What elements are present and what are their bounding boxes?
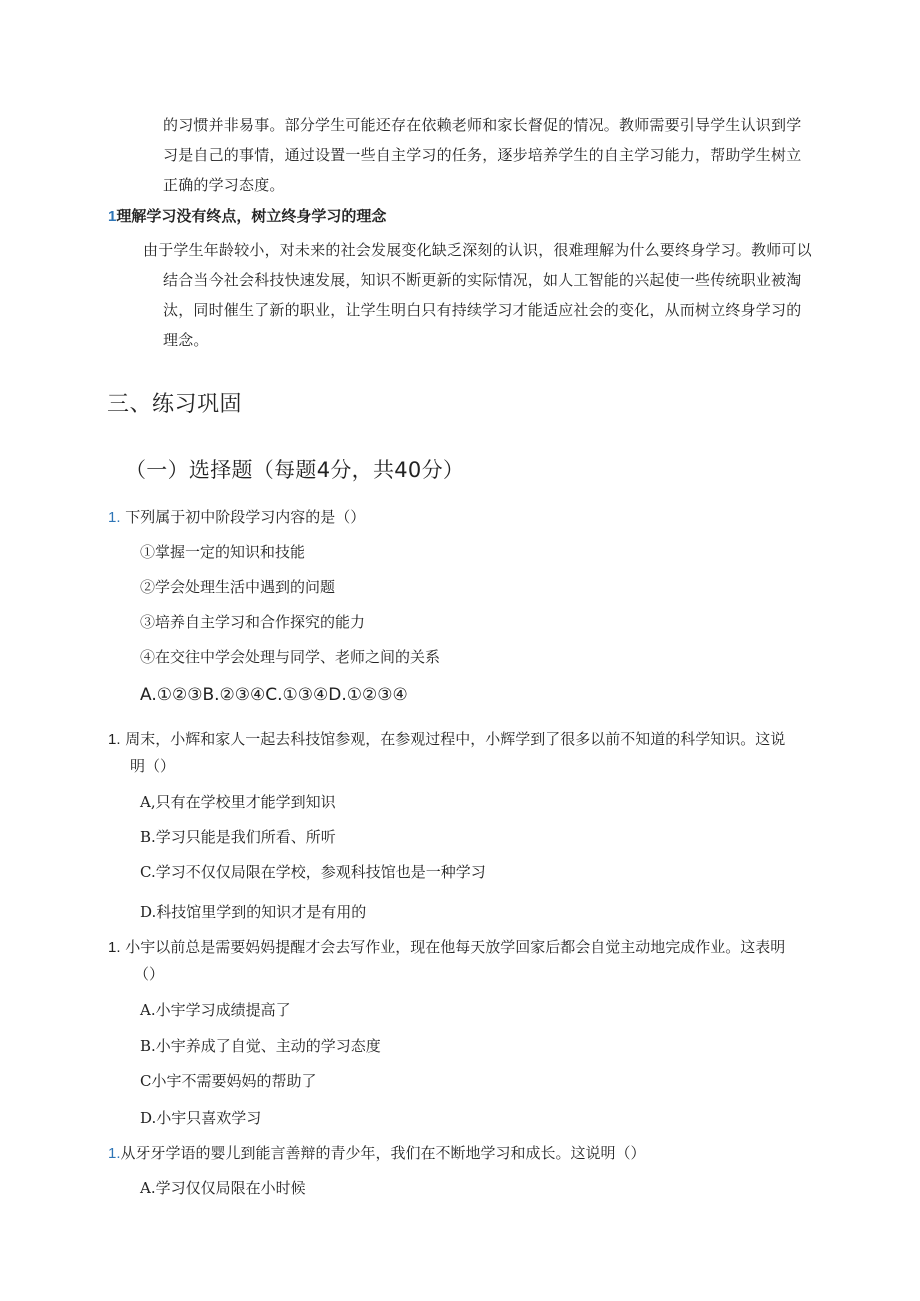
subsection-title: （一）选择题（每题4分，共40分） bbox=[125, 458, 465, 482]
question-2-stem-line2: 明（） bbox=[130, 757, 176, 775]
question-number: 1. bbox=[108, 1145, 121, 1162]
question-2-option-b: B.学习只能是我们所看、所听 bbox=[140, 828, 336, 846]
question-number: 1. bbox=[108, 731, 121, 748]
question-2-option-d: D.科技馆里学到的知识才是有用的 bbox=[140, 903, 367, 921]
point-number: 1 bbox=[108, 208, 117, 225]
question-stem: 从牙牙学语的婴儿到能言善辩的青少年，我们在不断地学习和成长。这说明（） bbox=[120, 1144, 646, 1162]
question-stem: 下列属于初中阶段学习内容的是（） bbox=[125, 508, 366, 526]
question-stem: 小宇以前总是需要妈妈提醒才会去写作业，现在他每天放学回家后都会自觉主动地完成作业。这表明 bbox=[125, 938, 786, 956]
question-2-stem-line1 bbox=[108, 728, 785, 751]
question-3-option-a: A.小宇学习成绩提高了 bbox=[140, 1001, 291, 1019]
question-1-item-2: ②学会处理生活中遇到的问题 bbox=[140, 578, 336, 596]
question-1-options: A.①②③B.②③④C.①③④D.①②③④ bbox=[140, 685, 408, 705]
point-title: 理解学习没有终点，树立终身学习的理念 bbox=[116, 207, 387, 225]
question-4-stem bbox=[108, 1142, 646, 1165]
question-number: 1. bbox=[108, 939, 121, 956]
question-3-stem-line1 bbox=[108, 936, 785, 959]
question-3-stem-line2: （） bbox=[134, 965, 165, 983]
question-2-option-c: C.学习不仅仅局限在学校，参观科技馆也是一种学习 bbox=[140, 863, 486, 881]
question-1-item-3: ③培养自主学习和合作探究的能力 bbox=[140, 613, 366, 631]
question-1-item-1: ①掌握一定的知识和技能 bbox=[140, 543, 306, 561]
section-title: 三、练习巩固 bbox=[107, 392, 243, 417]
question-1-item-4: ④在交往中学会处理与同学、老师之间的关系 bbox=[140, 648, 441, 666]
question-1-stem bbox=[108, 506, 365, 529]
intro-paragraph: 的习惯并非易事。部分学生可能还存在依赖老师和家长督促的情况。教师需要引导学生认识到学习是自己的事情，通过设置一些自主学习的任务，逐步培养学生的自主学习能力，帮助学生树立正确的学习态度。 bbox=[163, 116, 802, 194]
question-2-option-a: A,只有在学校里才能学到知识 bbox=[140, 793, 336, 811]
question-number: 1. bbox=[108, 509, 121, 526]
question-4-option-a: A.学习仅仅局限在小时候 bbox=[140, 1179, 306, 1197]
point-heading bbox=[108, 205, 386, 228]
question-3-option-b: B.小宇养成了自觉、主动的学习态度 bbox=[140, 1037, 381, 1055]
question-stem: 周末，小辉和家人一起去科技馆参观，在参观过程中，小辉学到了很多以前不知道的科学知识。这说 bbox=[125, 730, 786, 748]
question-3-option-c: C小宇不需要妈妈的帮助了 bbox=[140, 1072, 317, 1090]
point-body: 由于学生年龄较小，对未来的社会发展变化缺乏深刻的认识，很难理解为什么要终身学习。教师可以结合当今社会科技快速发展，知识不断更新的实际情况，如人工智能的兴起使一些传统职业被淘汰，同时催生了新的职业，让学生明白只有持续学习才能适应社会的变化，从而树立终身学习的理念。 bbox=[143, 241, 812, 349]
question-3-option-d: D.小宇只喜欢学习 bbox=[140, 1109, 262, 1127]
